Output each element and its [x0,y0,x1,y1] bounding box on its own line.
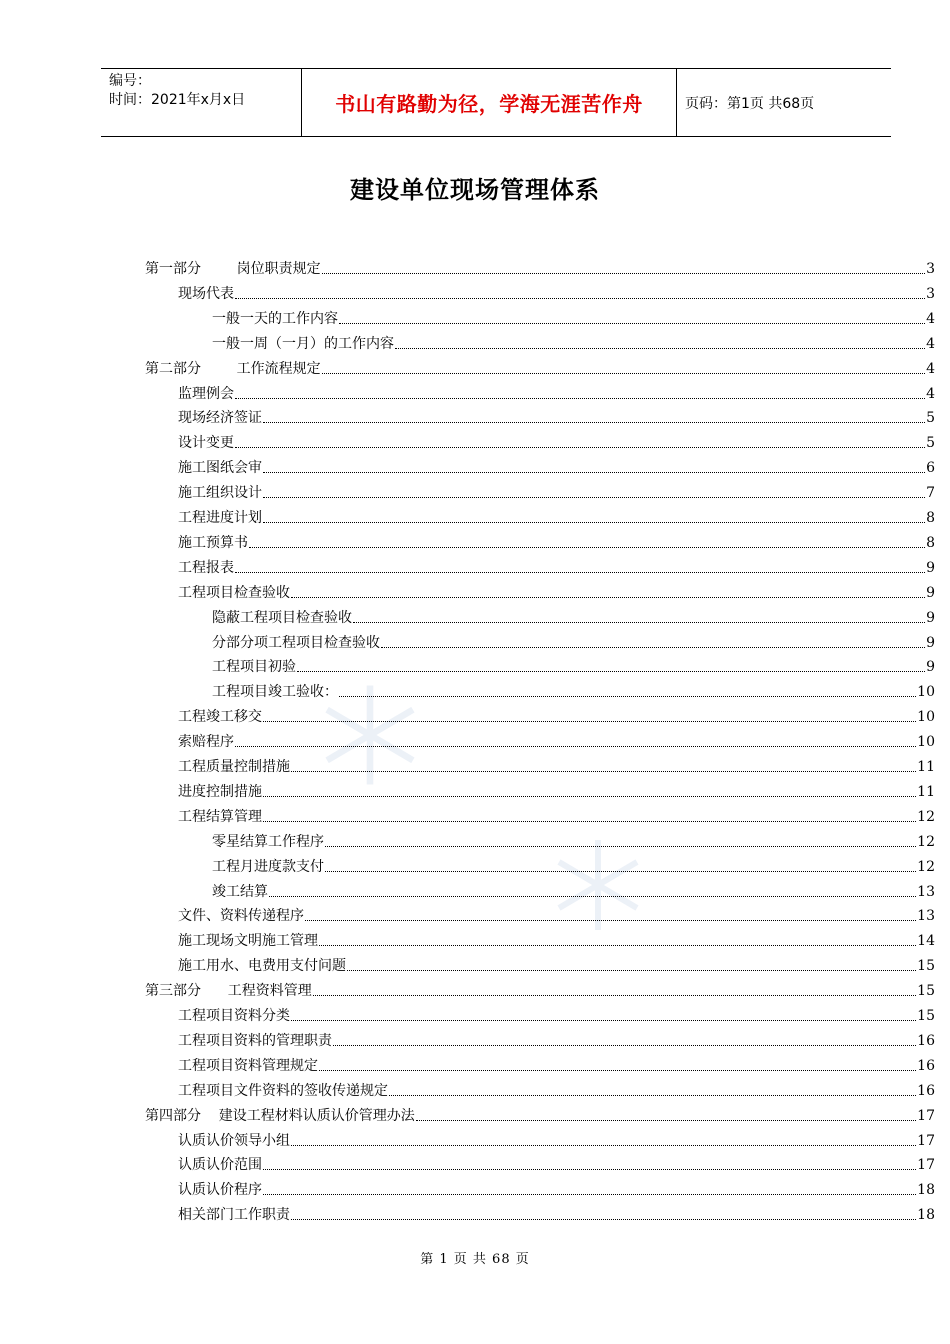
toc-entry-page: 11 [917,783,935,800]
toc-entry[interactable] [178,731,935,751]
toc-entry-page: 10 [917,709,935,726]
toc-entry[interactable] [212,881,935,901]
toc-entry-title: 施工组织设计 [178,485,262,502]
toc-dot-leader [263,1168,916,1170]
toc-entry-page: 9 [926,559,935,576]
toc-entry-page: 18 [917,1182,935,1199]
toc-entry-page: 17 [917,1132,935,1149]
page-header [101,68,891,137]
toc-entry-title: 文件、资料传递程序 [178,908,304,925]
toc-dot-leader [305,919,916,921]
toc-dot-leader [325,845,916,847]
toc-entry-page: 13 [917,908,935,925]
toc-dot-leader [263,471,925,473]
toc-entry-page: 3 [926,285,935,302]
toc-entry-title: 第二部分 工作流程规定 [145,360,321,377]
toc-entry[interactable] [212,632,935,652]
toc-dot-leader [249,546,925,548]
toc-entry-title: 施工现场文明施工管理 [178,933,318,950]
toc-entry-page: 12 [917,858,935,875]
toc-entry[interactable] [212,656,935,676]
toc-entry[interactable] [212,856,935,876]
toc-entry-page: 18 [917,1207,935,1224]
toc-entry-title: 工程月进度款支付 [212,858,324,875]
document-number-label: 编号： [109,73,151,89]
toc-dot-leader [322,272,925,274]
toc-entry[interactable] [145,358,935,378]
toc-entry-title: 进度控制措施 [178,783,262,800]
header-meta [109,72,245,110]
toc-entry-page: 11 [917,759,935,775]
toc-entry-page: 14 [917,933,935,950]
toc-entry-page: 16 [917,1057,935,1074]
toc-dot-leader [325,870,916,872]
toc-entry-page: 5 [926,435,935,452]
toc-entry[interactable] [212,607,935,627]
toc-entry[interactable] [178,582,935,602]
toc-entry-page: 12 [917,808,935,825]
toc-entry[interactable] [178,1204,935,1224]
toc-dot-leader [291,1218,916,1220]
toc-entry-page: 4 [926,335,935,352]
toc-entry-page: 15 [917,1008,935,1024]
toc-entry-page: 8 [926,510,935,526]
toc-entry[interactable] [178,507,935,527]
toc-entry-title: 认质认价范围 [178,1157,262,1174]
toc-dot-leader [263,820,916,822]
toc-entry-title: 工程报表 [178,559,234,576]
toc-entry-title: 第三部分 工程资料管理 [145,983,312,1000]
toc-entry[interactable] [145,258,935,278]
toc-dot-leader [291,596,925,598]
toc-dot-leader [291,1019,916,1021]
toc-entry-page: 10 [917,684,935,701]
toc-entry-title: 认质认价领导小组 [178,1132,290,1149]
toc-entry-title: 工程竣工移交 [178,709,262,726]
toc-entry-page: 15 [917,983,935,1000]
toc-dot-leader [291,770,916,772]
toc-entry-title: 工程项目初验 [212,659,296,676]
toc-entry[interactable] [178,1055,935,1075]
toc-entry[interactable] [178,781,935,801]
toc-entry[interactable] [178,930,935,950]
toc-entry-page: 10 [917,734,935,751]
toc-entry-title: 工程项目资料分类 [178,1008,290,1024]
toc-dot-leader [235,297,925,299]
toc-entry[interactable] [178,532,935,552]
toc-entry[interactable] [178,1030,935,1050]
toc-entry[interactable] [178,756,935,776]
toc-entry[interactable] [178,482,935,502]
toc-entry[interactable] [145,1105,935,1125]
toc-entry-page: 9 [926,609,935,626]
toc-entry-page: 3 [926,261,935,277]
toc-entry-title: 施工预算书 [178,534,248,551]
toc-entry[interactable] [178,407,935,427]
toc-entry[interactable] [178,1080,935,1100]
toc-entry-page: 15 [917,958,935,975]
toc-dot-leader [269,895,916,897]
toc-entry[interactable] [212,308,935,328]
toc-entry[interactable] [178,432,935,452]
header-page-info: 页码：第1页 共68页 [685,96,815,112]
toc-entry-page: 9 [926,634,935,651]
toc-entry[interactable] [178,283,935,303]
toc-entry[interactable] [178,806,935,826]
toc-entry-page: 4 [926,360,935,377]
toc-dot-leader [313,994,916,996]
page-footer: 第 1 页 共 68 页 [420,1252,530,1267]
toc-entry[interactable] [178,1005,935,1025]
toc-entry[interactable] [178,383,935,403]
toc-entry-page: 4 [926,310,935,327]
toc-entry-title: 工程项目检查验收 [178,584,290,601]
toc-entry[interactable] [212,831,935,851]
toc-entry-title: 零星结算工作程序 [212,833,324,850]
toc-entry[interactable] [178,1154,935,1174]
toc-dot-leader [235,571,925,573]
toc-dot-leader [291,1144,916,1146]
toc-entry[interactable] [178,1179,935,1199]
toc-entry-title: 监理例会 [178,385,234,402]
toc-dot-leader [235,446,925,448]
toc-entry-page: 17 [917,1157,935,1174]
toc-dot-leader [389,1094,916,1096]
toc-entry-page: 9 [926,659,935,676]
toc-entry-page: 16 [917,1032,935,1049]
toc-dot-leader [263,795,916,797]
toc-entry-title: 工程项目资料管理规定 [178,1057,318,1074]
toc-dot-leader [333,1044,916,1046]
toc-dot-leader [263,421,925,423]
toc-dot-leader [339,322,925,324]
toc-dot-leader [263,1193,916,1195]
toc-entry-title: 一般一天的工作内容 [212,310,338,327]
toc-entry-page: 8 [926,534,935,551]
document-time-label: 时间：2021年x月x日 [109,92,246,108]
toc-entry-title: 现场经济签证 [178,410,262,427]
toc-entry-page: 16 [917,1082,935,1099]
toc-dot-leader [347,969,916,971]
toc-entry-title: 第一部分 岗位职责规定 [145,261,321,277]
toc-entry-page: 4 [926,385,935,402]
toc-dot-leader [263,496,925,498]
toc-entry-title: 工程进度计划 [178,510,262,526]
toc-entry-page: 12 [917,833,935,850]
toc-entry[interactable] [178,706,935,726]
toc-dot-leader [235,745,916,747]
toc-entry[interactable] [178,905,935,925]
toc-entry[interactable] [212,681,935,701]
toc-entry-title: 工程质量控制措施 [178,759,290,775]
toc-entry-title: 设计变更 [178,435,234,452]
toc-entry-page: 17 [917,1107,935,1124]
toc-dot-leader [353,621,925,623]
toc-entry-title: 认质认价程序 [178,1182,262,1199]
toc-entry-title: 竣工结算 [212,883,268,900]
toc-dot-leader [235,397,925,399]
toc-entry[interactable] [145,980,935,1000]
document-title: 建设单位现场管理体系 [350,176,600,204]
toc-entry-title: 施工用水、电费用支付问题 [178,958,346,975]
toc-entry-page: 13 [917,883,935,900]
toc-dot-leader [319,944,916,946]
toc-entry[interactable] [178,955,935,975]
toc-entry[interactable] [178,457,935,477]
toc-entry-title: 索赔程序 [178,734,234,751]
toc-entry-page: 9 [926,584,935,601]
toc-dot-leader [297,670,925,672]
toc-entry-page: 7 [926,485,935,502]
toc-entry-title: 工程结算管理 [178,808,262,825]
toc-dot-leader [319,1069,916,1071]
toc-entry-title: 工程项目资料的管理职责 [178,1032,332,1049]
toc-entry-title: 第四部分 建设工程材料认质认价管理办法 [145,1107,415,1124]
header-motto: 书山有路勤为径，学海无涯苦作舟 [301,69,677,136]
toc-dot-leader [263,521,925,523]
toc-entry[interactable] [178,557,935,577]
toc-entry-title: 工程项目文件资料的签收传递规定 [178,1082,388,1099]
toc-dot-leader [381,646,925,648]
toc-entry[interactable] [178,1130,935,1150]
toc-dot-leader [416,1119,916,1121]
toc-entry-title: 隐蔽工程项目检查验收 [212,609,352,626]
toc-dot-leader [322,372,925,374]
toc-dot-leader [395,347,925,349]
toc-entry-title: 工程项目竣工验收： [212,684,338,701]
toc-entry-page: 6 [926,460,935,477]
toc-entry-title: 分部分项工程项目检查验收 [212,634,380,651]
toc-dot-leader [339,695,916,697]
toc-entry-title: 相关部门工作职责 [178,1207,290,1224]
toc-entry-title: 一般一周（一月）的工作内容 [212,335,394,352]
toc-entry-title: 施工图纸会审 [178,460,262,477]
toc-entry-page: 5 [926,410,935,427]
toc-entry-title: 现场代表 [178,285,234,302]
toc-entry[interactable] [212,333,935,353]
toc-dot-leader [263,720,916,722]
